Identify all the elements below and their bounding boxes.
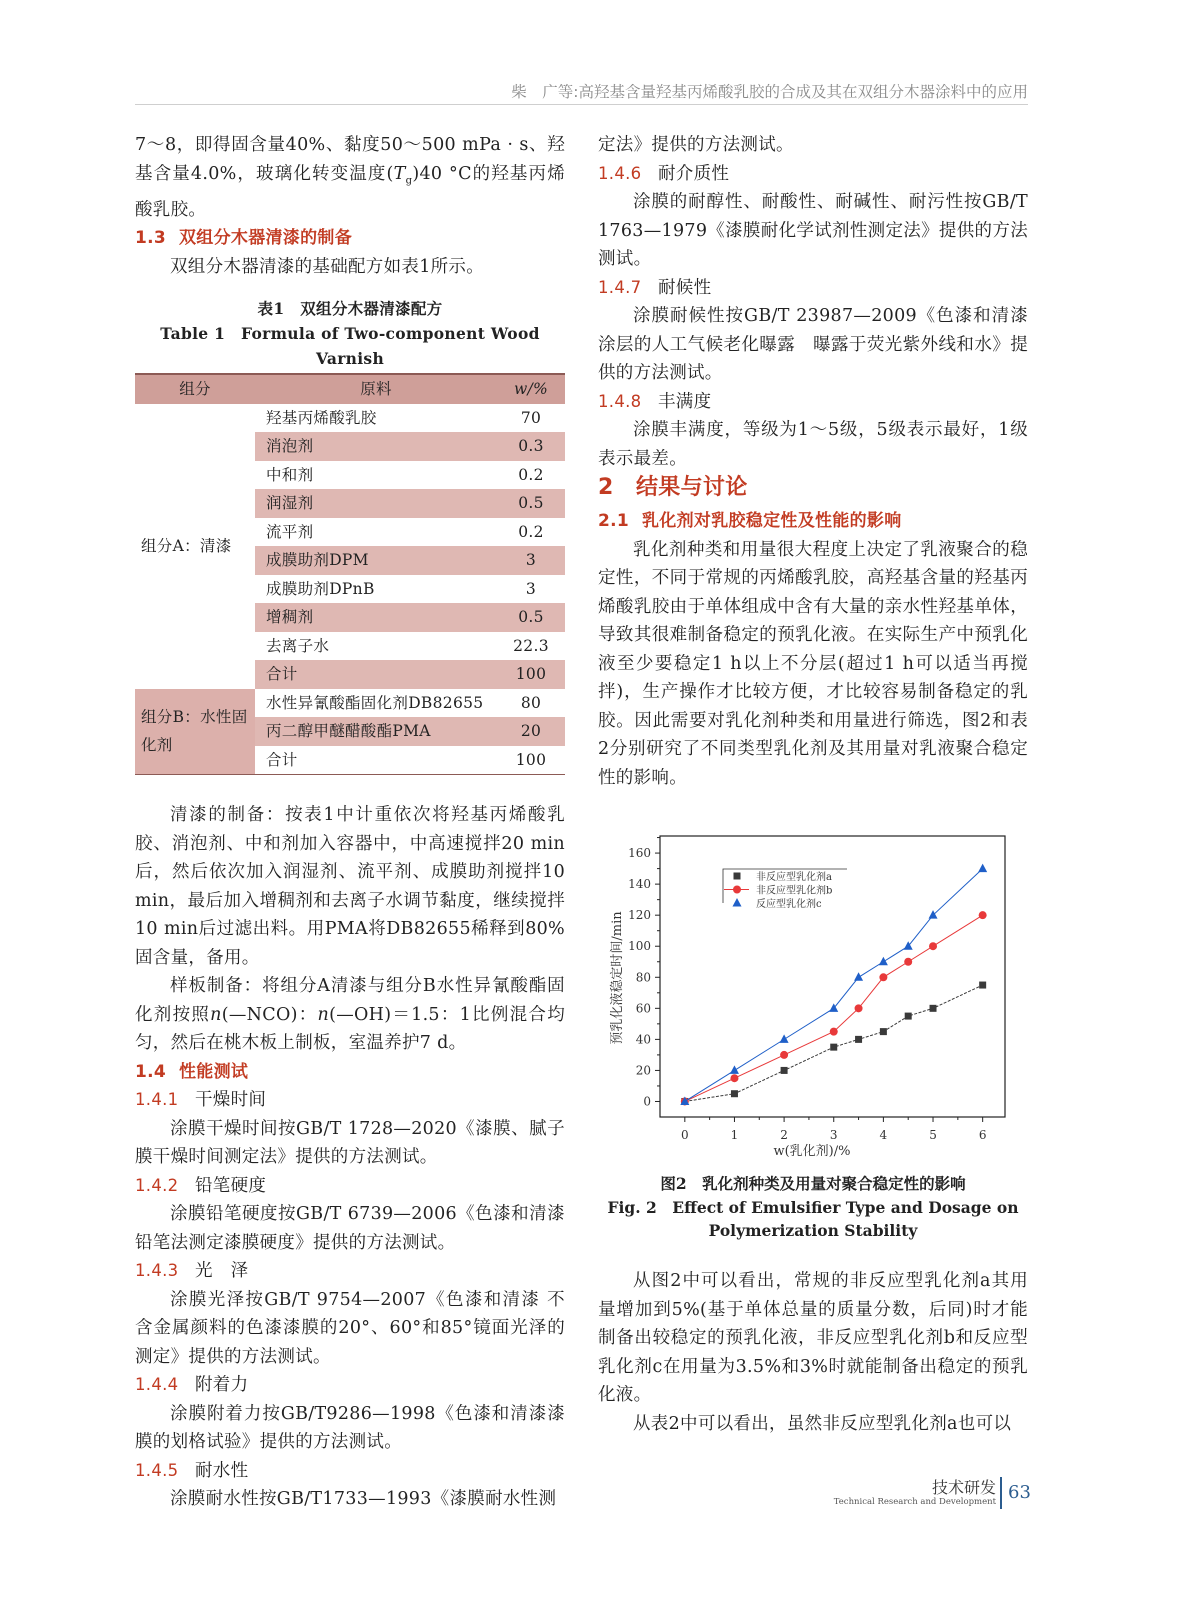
material-cell: 消泡剂 [255, 432, 497, 461]
x-tick-label: 5 [929, 1128, 937, 1142]
paragraph: 7～8，即得固含量40%、黏度50～500 mPa · s、羟基含量4.0%，玻璃化转变温度$(T_g)40$ °C的羟基丙烯酸乳胶。 [135, 135, 565, 220]
chart-legend [723, 869, 847, 910]
material-cell: 水性异氰酸酯固化剂DB82655 [266, 693, 484, 712]
legend-marker [733, 886, 741, 894]
material-cell: 润湿剂 [255, 489, 497, 518]
left-column [135, 131, 565, 1514]
material-cell: 丙二醇甲醚醋酸酯PMA [255, 717, 497, 746]
subsection-heading-1-4-8: 1.4.8 丰满度 [598, 391, 712, 412]
figure-caption [598, 1172, 1028, 1243]
y-tick-label: 60 [635, 1001, 651, 1016]
w-cell: 80 [520, 693, 542, 712]
material-cell: 去离子水 [266, 636, 330, 655]
subsection-heading-1-4-4: 1.4.4 附着力 [135, 1375, 249, 1395]
series-c [680, 864, 987, 1105]
data-point [929, 942, 937, 950]
data-point [830, 1044, 837, 1051]
x-tick-label: 4 [879, 1128, 888, 1142]
subsection-heading-1-4-5: 1.4.5 耐水性 [135, 1460, 249, 1481]
figure-2-chart [600, 830, 1020, 1160]
y-tick-label: 140 [628, 877, 651, 892]
series-line [685, 869, 983, 1102]
legend-marker [733, 898, 742, 907]
group-a-label: 组分A：清漆 [141, 536, 232, 555]
col-header-component: 组分 [135, 374, 255, 404]
data-point [979, 982, 986, 989]
legend-marker [734, 873, 741, 880]
data-point [930, 1005, 937, 1012]
paragraph: 涂膜附着力按GB/T9286—1998《色漆和清漆漆膜的划格试验》提供的方法测试。 [135, 1403, 565, 1452]
material-cell: 成膜助剂DPnB [266, 579, 375, 598]
w-cell: 100 [497, 660, 565, 689]
paragraph: 涂膜耐候性按GB/T 23987—2009《色漆和清漆涂层的人工气候老化曝露 曝露于荧光紫外线和水》提供的方法测试。 [598, 306, 1028, 383]
legend-label: 反应型乳化剂c [756, 899, 822, 910]
subsection-heading-1-4-1: 1.4.1 干燥时间 [135, 1090, 267, 1110]
subsection-heading-1-4-7: 1.4.7 耐候性 [598, 277, 712, 298]
running-header: 柴 广等:高羟基含量羟基丙烯酸乳胶的合成及其在双组分木器涂料中的应用 [135, 82, 1028, 105]
col-header-w: w/% [497, 374, 565, 404]
data-point [780, 1051, 788, 1059]
data-point [854, 972, 863, 981]
paragraph: 涂膜丰满度，等级为1～5级，5级表示最好，1级表示最差。 [598, 420, 1028, 469]
footer-divider [1000, 1477, 1002, 1509]
section-heading-1-4: 1.4 性能测试 [135, 1061, 249, 1082]
page-number: 63 [1008, 1482, 1031, 1503]
w-cell: 0.2 [518, 522, 544, 541]
material-cell: 合计 [255, 746, 497, 775]
figure-caption-en: Polymerization Stability [708, 1221, 918, 1240]
w-cell: 100 [497, 746, 565, 775]
legend-label: 非反应型乳化剂a [756, 872, 832, 883]
paragraph: 清漆的制备：按表1中计重依次将羟基丙烯酸乳胶、消泡剂、中和剂加入容器中，中高速搅拌20 min后，然后依次加入润湿剂、流平剂、成膜助剂搅拌10 min，最后加入增稠剂和去离子水调节黏度，继续搅拌10 min后过滤出料。用PMA将DB82655稀释到80%固含量，备用。 [135, 805, 565, 968]
data-point [929, 910, 938, 919]
table-row [135, 404, 565, 433]
paragraph: 涂膜干燥时间按GB/T 1728—2020《漆膜、腻子膜干燥时间测定法》提供的方法测试。 [135, 1118, 565, 1167]
section-heading-2: 2 结果与讨论 [598, 475, 748, 500]
y-tick-label: 20 [635, 1063, 651, 1078]
material-cell: 中和剂 [266, 465, 314, 484]
paragraph: 涂膜光泽按GB/T 9754—2007《色漆和清漆 不含金属颜料的色漆漆膜的20°、60°和85°镜面光泽的测定》提供的方法测试。 [135, 1289, 565, 1367]
legend-label: 非反应型乳化剂b [756, 885, 833, 897]
material-cell: 流平剂 [266, 522, 314, 541]
footer-section-name: 技术研发 [931, 1478, 996, 1497]
material-cell: 羟基丙烯酸乳胶 [266, 408, 377, 427]
paragraph: 双组分木器清漆的基础配方如表1所示。 [170, 256, 485, 277]
data-point [830, 1028, 838, 1036]
w-cell: 0.5 [497, 489, 565, 518]
w-cell: 0.5 [497, 603, 565, 632]
y-tick-label: 80 [635, 970, 651, 985]
paragraph: 涂膜耐水性按GB/T1733—1993《漆膜耐水性测 [170, 1489, 557, 1509]
paragraph: 从表2中可以看出，虽然非反应型乳化剂a也可以 [633, 1413, 1012, 1434]
w-cell: 3 [497, 546, 565, 575]
plot-frame [660, 836, 1005, 1117]
data-point [904, 958, 912, 966]
w-cell: 20 [497, 717, 565, 746]
material-cell: 增稠剂 [255, 603, 497, 632]
w-cell: 0.2 [518, 465, 544, 484]
table-title-en: Table 1 Formula of Two-component Wood Varnish [160, 324, 540, 368]
data-point [855, 1004, 863, 1012]
series-line [685, 985, 983, 1101]
paragraph: 样板制备：将组分A清漆与组分B水性异氰酸酯固化剂按照n(—NCO)：n(—OH)＝1.5：1比例混合均匀，然后在桃木板上制板，室温养护7 d。 [135, 976, 565, 1053]
y-axis-label: 预乳化液稳定时间/min [610, 911, 625, 1045]
y-tick-label: 120 [628, 908, 651, 923]
data-point [731, 1090, 738, 1097]
table-title-cn: 表1 双组分木器清漆配方 [257, 299, 443, 318]
w-cell: 22.3 [513, 636, 549, 655]
group-b-label: 组分B：水性固化剂 [135, 689, 255, 775]
paragraph: 涂膜铅笔硬度按GB/T 6739—2006《色漆和清漆铅笔法测定漆膜硬度》提供的方法测试。 [135, 1204, 565, 1253]
w-cell: 70 [520, 408, 542, 427]
w-cell: 3 [525, 579, 537, 598]
x-tick-label: 3 [829, 1128, 838, 1142]
x-tick-label: 1 [730, 1128, 739, 1142]
x-tick-label: 6 [978, 1128, 987, 1142]
paragraph: 涂膜的耐醇性、耐酸性、耐碱性、耐污性按GB/T 1763—1979《漆膜耐化学试剂性测定法》提供的方法测试。 [598, 192, 1028, 269]
material-cell: 合计 [255, 660, 497, 689]
data-point [780, 1034, 789, 1043]
formula-table [135, 373, 565, 775]
table-row [135, 689, 565, 718]
figure-caption-en: Fig. 2 Effect of Emulsifier Type and Dosage on [607, 1197, 1019, 1217]
x-tick-label: 2 [780, 1128, 788, 1142]
subsection-heading-1-4-3: 1.4.3 光 泽 [135, 1261, 249, 1281]
y-tick-label: 100 [628, 939, 651, 954]
data-point [879, 957, 888, 966]
series-a [681, 982, 986, 1105]
paragraph: 从图2中可以看出，常规的非反应型乳化剂a其用量增加到5%(基于单体总量的质量分数，后同)时才能制备出较稳定的预乳化液，非反应型乳化剂b和反应型乳化剂c在用量为3.5%和3%时就能制备出稳定的预乳化液。 [598, 1271, 1028, 1405]
paragraph: 定法》提供的方法测试。 [598, 135, 794, 155]
data-point [879, 973, 887, 981]
data-point [781, 1067, 788, 1074]
paragraph: 乳化剂种类和用量很大程度上决定了乳液聚合的稳定性，不同于常规的丙烯酸乳胶，高羟基含量的羟基丙烯酸乳胶由于单体组成中含有大量的亲水性羟基单体，导致其很难制备稳定的预乳化液。在实际生产中预乳化液至少要稳定1 h以上不分层(超过1 h可以适当再搅拌)，生产操作才比较方便，才比较容易制备稳定的乳胶。因此需要对乳化剂种类和用量进行筛选，图2和表2分别研究了不同类型乳化剂及其用量对乳液聚合稳定性的影响。 [598, 539, 1028, 788]
data-point [905, 1013, 912, 1020]
data-point [979, 911, 987, 919]
x-axis-label: w(乳化剂)/% [773, 1144, 851, 1159]
subsection-heading-1-4-2: 1.4.2 铅笔硬度 [135, 1175, 267, 1196]
col-header-material: 原料 [255, 374, 497, 404]
y-tick-label: 40 [635, 1032, 651, 1047]
data-point [730, 1065, 739, 1074]
y-tick-label: 160 [628, 846, 651, 861]
data-point [880, 1028, 887, 1035]
subsection-heading-1-4-6: 1.4.6 耐介质性 [598, 163, 730, 184]
data-point [978, 864, 987, 873]
section-heading-1-3: 1.3 双组分木器清漆的制备 [135, 228, 352, 248]
footer-section-name-en: Technical Research and Development [833, 1497, 996, 1507]
data-point [730, 1074, 738, 1082]
section-heading-2-1: 2.1 乳化剂对乳胶稳定性及性能的影响 [598, 511, 902, 531]
right-column [598, 131, 1028, 792]
data-point [855, 1036, 862, 1043]
x-tick-label: 0 [680, 1128, 689, 1142]
right-column-lower [598, 1267, 1028, 1438]
w-cell: 0.3 [497, 432, 565, 461]
figure-caption-cn: 图2 乳化剂种类及用量对聚合稳定性的影响 [660, 1174, 966, 1193]
material-cell: 成膜助剂DPM [255, 546, 497, 575]
y-tick-label: 0 [643, 1094, 651, 1109]
